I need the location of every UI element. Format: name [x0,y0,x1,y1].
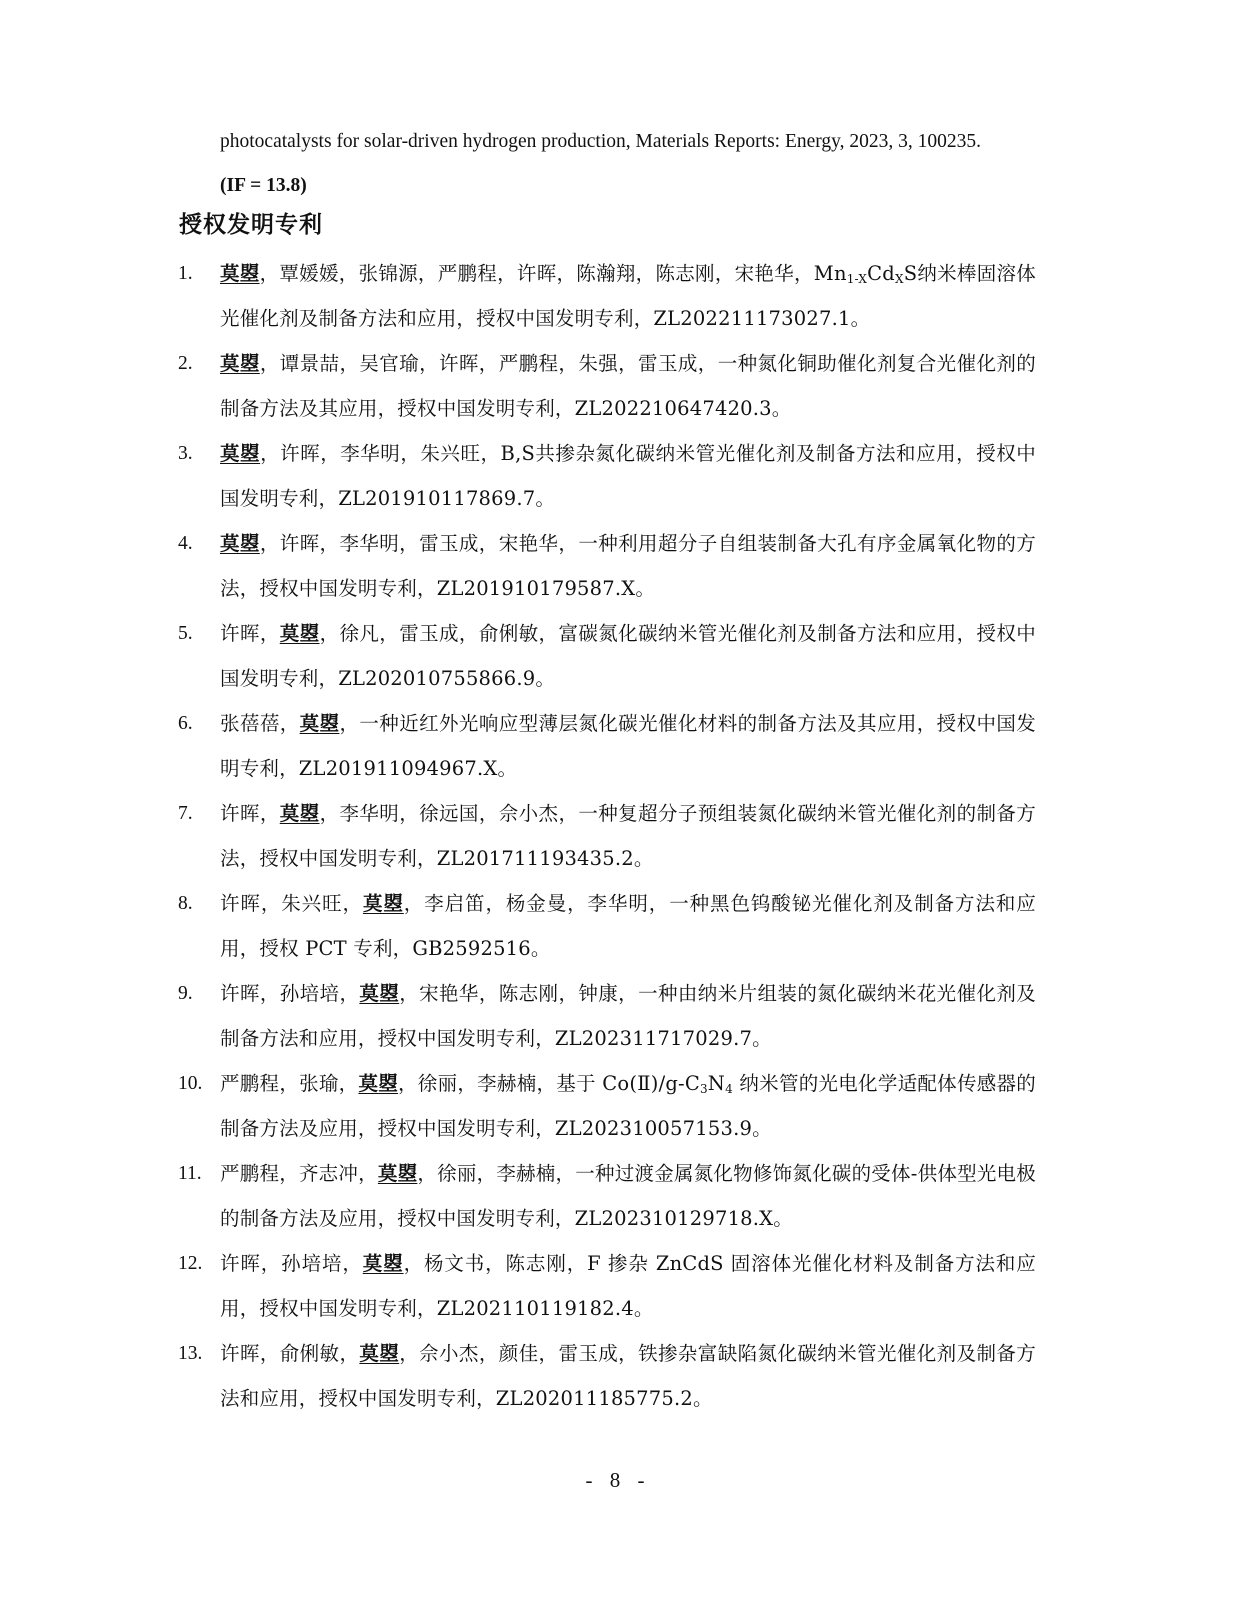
patent-item [178,972,1058,1062]
patent-text [220,792,1036,881]
patent-details: ，一种近红外光响应型薄层氮化碳光催化材料的制备方法及其应用，授权中国发明专利，ZL201911094967.X。 [220,712,1036,780]
highlighted-author: 莫曌 [220,262,260,285]
patent-number: 8. [178,893,193,914]
patent-item [178,1062,1058,1152]
coauthors-before: 许晖，孙培培， [220,982,360,1005]
highlighted-author: 莫曌 [279,622,320,645]
patent-details: ，许晖，李华明，朱兴旺，B,S共掺杂氮化碳纳米管光催化剂及制备方法和应用，授权中国发明专利，ZL201910117869.7。 [220,442,1036,510]
highlighted-author: 莫曌 [359,1342,400,1365]
patent-details: ，徐凡，雷玉成，俞俐敏，富碳氮化碳纳米管光催化剂及制备方法和应用，授权中国发明专利，ZL202010755866.9。 [220,622,1037,690]
impact-factor: (IF = 13.8) [220,175,307,196]
patent-item [178,882,1058,972]
highlighted-author: 莫曌 [377,1162,418,1185]
patent-number: 13. [178,1343,203,1364]
patent-text [220,342,1036,431]
patent-text [220,612,1036,701]
highlighted-author: 莫曌 [220,442,261,465]
patent-item [178,1242,1058,1332]
patent-item [178,252,1058,342]
formula-subscript: X [894,272,904,286]
patent-text [220,702,1036,791]
coauthors-before: 严鹏程，张瑜， [220,1072,359,1095]
patent-details: ，徐丽，李赫楠，一种过渡金属氮化物修饰氮化碳的受体-供体型光电极的制备方法及应用，授权中国发明专利，ZL202310129718.X。 [220,1162,1036,1230]
patent-text [220,1332,1036,1421]
patent-details: ，覃媛媛，张锦源，严鹏程，许晖，陈瀚翔，陈志刚，宋艳华，Mn [259,262,847,285]
patent-number: 12. [178,1253,203,1274]
patent-item [178,432,1058,522]
patent-item [178,612,1058,702]
coauthors-before: 许晖，俞俐敏， [220,1342,360,1365]
patent-number: 10. [178,1073,203,1094]
patent-text [220,1152,1036,1241]
patent-details: ，李华明，徐远国，佘小杰，一种复超分子预组装氮化碳纳米管光催化剂的制备方法，授权中国发明专利，ZL201711193435.2。 [220,802,1037,870]
previous-reference-continuation [220,120,1050,208]
patent-details: ，谭景喆，吴官瑜，许晖，严鹏程，朱强，雷玉成，一种氮化铜助催化剂复合光催化剂的制备方法及其应用，授权中国发明专利，ZL202210647420.3。 [220,352,1036,420]
formula-element: Cd [867,262,895,285]
patent-details: ，佘小杰，颜佳，雷玉成，铁掺杂富缺陷氮化碳纳米管光催化剂及制备方法和应用，授权中国发明专利，ZL202011185775.2。 [220,1342,1037,1410]
patent-item [178,792,1058,882]
patent-details: ，许晖，李华明，雷玉成，宋艳华，一种利用超分子自组装制备大孔有序金属氧化物的方法，授权中国发明专利，ZL201910179587.X。 [220,532,1036,600]
patent-number: 1. [178,263,193,284]
formula-subscript: 1-X [846,272,868,286]
patent-number: 11. [178,1163,202,1184]
formula-subscript: 3 [699,1082,708,1096]
coauthors-before: 许晖，朱兴旺， [220,892,363,915]
patent-text [220,1062,1036,1151]
patent-details: ，杨文书，陈志刚，F 掺杂 ZnCdS 固溶体光催化材料及制备方法和应用，授权中国发明专利，ZL202110119182.4。 [220,1252,1036,1320]
patent-number: 5. [178,623,193,644]
section-title: 授权发明专利 [179,212,323,238]
patent-number: 3. [178,443,193,464]
patent-number: 9. [178,983,193,1004]
coauthors-before: 许晖， [220,802,280,825]
patent-text [220,972,1036,1061]
coauthors-before: 张蓓蓓， [220,712,300,735]
coauthors-before: 许晖， [220,622,280,645]
patent-number: 7. [178,803,193,824]
highlighted-author: 莫曌 [220,352,260,375]
coauthors-before: 严鹏程，齐志冲， [220,1162,378,1185]
patent-details-tail: S纳米棒固溶体光催化剂及制备方法和应用，授权中国发明专利，ZL202211173027.1。 [220,262,1037,330]
formula-subscript: 4 [725,1082,733,1096]
highlighted-author: 莫曌 [359,982,400,1005]
patent-item [178,522,1058,612]
patent-text [220,1242,1036,1331]
patent-item [178,1152,1058,1242]
patent-details: ，李启笛，杨金曼，李华明，一种黑色钨酸铋光催化剂及制备方法和应用，授权 PCT 专利，GB2592516。 [220,892,1037,960]
patent-details: ，宋艳华，陈志刚，钟康，一种由纳米片组装的氮化碳纳米花光催化剂及制备方法和应用，授权中国发明专利，ZL202311717029.7。 [220,982,1037,1050]
patent-details: ，徐丽，李赫楠，基于 Co(Ⅱ)/g-C [398,1072,700,1095]
patent-text [220,252,1036,341]
reference-tail-text: photocatalysts for solar-driven hydrogen production, Materials Reports: Energy, 2023, 3, 100235. [220,131,982,152]
highlighted-author: 莫曌 [279,802,320,825]
patent-item [178,342,1058,432]
patent-number: 2. [178,353,193,374]
patent-number: 6. [178,713,193,734]
patent-details-tail: 纳米管的光电化学适配体传感器的制备方法及应用，授权中国发明专利，ZL202310057153.9。 [220,1072,1036,1140]
patent-item [178,1332,1058,1422]
page-number: - 8 - [585,1468,651,1492]
highlighted-author: 莫曌 [358,1072,399,1095]
highlighted-author: 莫曌 [362,1252,404,1275]
highlighted-author: 莫曌 [362,892,404,915]
highlighted-author: 莫曌 [220,532,260,555]
coauthors-before: 许晖，孙培培， [220,1252,363,1275]
patent-text [220,432,1036,521]
patent-item [178,702,1058,792]
patent-text [220,522,1036,611]
patent-number: 4. [178,533,193,554]
highlighted-author: 莫曌 [299,712,340,735]
patent-text [220,882,1036,971]
formula-element: N [707,1072,726,1095]
patent-list [178,252,1058,1422]
